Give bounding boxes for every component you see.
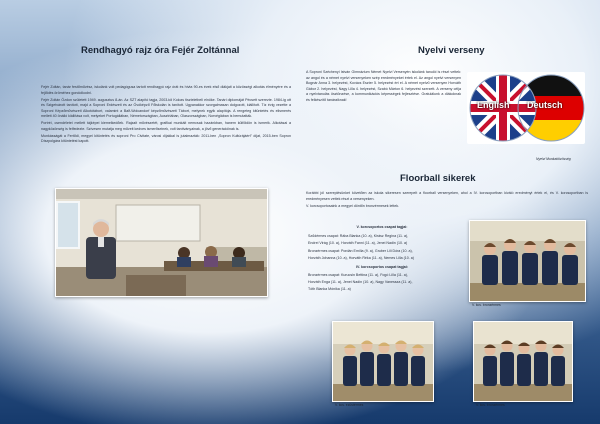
floorball-team-lists	[308, 225, 456, 294]
art-paragraph: Portréi, csendéletei mellett tájképei kiemelkedőek. Rajzait művészetét, grafikai munkáit nemcsak hazánkban, hanem külföldön is ismerik. Alkotásai a nagyközönség is felfedezte. Szívesen mutatja meg műveit kedves ismerőseinek, volt tanítványainak, a jövő generációinak is.	[41, 121, 291, 131]
floorball-photo-team-2	[332, 321, 434, 402]
team-line: Horváth Johanna (10. a), Horváth Réka (11. a), Nemes Lilla (10. a)	[308, 256, 414, 260]
floorball-caption-3: V. kcs. bronzérmes	[476, 403, 505, 407]
team-line: Horváth Enga (11. a), Jenei Nadin (10. a), Nagy Vanessza (11. a),	[308, 280, 413, 284]
floorball-intro	[306, 191, 588, 211]
team-line: Bronzérmes csapat: Kurucsin Bettina (11. a), Fogó Lilla (11. a),	[308, 273, 408, 277]
team-line: Szűdérmes csapat: Rába Blanka (10. a), Kirász Regina (11. a),	[308, 233, 409, 238]
language-flags-image	[467, 72, 585, 144]
floorball-intro-paragraph: Korábbi jól szereplésünket követően az iskola sikeresen szerepelt a floorball versenyeken, ahol a IV. korcsoportban kiváló eredményt értek el, és V. korcsoportban is eredményesen vettek részt a versenyeken.	[306, 191, 588, 201]
floorball-title: Floorball sikerek	[400, 173, 476, 184]
floorball-photo-team-3	[473, 321, 573, 402]
art-class-photo	[55, 188, 268, 297]
art-class-article	[41, 85, 291, 146]
language-photo-caption: Nyelvi Munkaközösség	[536, 157, 571, 161]
art-paragraph: Fejér Zoltán, tanár festőművész, iskolánk volt pedagógusa tartott rendhagyó rajz órát és hívta 90-es évek első diákjait a közösségi alkotás élményére és a fejlődés öröméhez gondolkodni.	[41, 85, 291, 95]
deutsch-label: Deutsch	[527, 100, 563, 110]
team-line: Endrei Virág (10. a), Horváth Fanni (11. a), Jenei Nadin (10. a)	[308, 240, 408, 245]
language-paragraph: A Soproni Széchenyi István Gimnázium Német Nyelvi Versenyén iskolánk tanulói is részt vettek: az angol és a német nyelvi versenyeken szép eredményeket értek el. Az angol nyelvi versenyen Bognár Anna 3. helyezést, Kovács Eszter 5. helyezést ért el. A német nyelvű versenyen Horváth Gábor 2. helyezést, Nagy Lilla 4. helyezést, Szabó Márton 6. helyezést szerzett. A verseny célja a nyelvtanulás ösztönzése, a kommunikációs képességek fejlesztése. Gratulálunk a diákoknak és felkészítő tanáraiknak!	[306, 70, 461, 102]
floorball-photo-team-1	[469, 220, 586, 302]
art-class-title: Rendhagyó rajz óra Fejér Zoltánnal	[81, 45, 240, 56]
art-paragraph: Munkásságát a Fertődi, megyei kitüntetés és soproni Pro Civitate, városi díjakkal is jutalmazták: 2011-ben „Sopron Kultúrájáért” díjat, 2015-ben Sopron Díszpolgára kitüntetést kapott.	[41, 133, 291, 143]
floorball-intro-result: V. korcsoportosaink a megyei döntőn bronzérmesek lettek.	[306, 203, 400, 208]
english-label: English	[477, 100, 510, 110]
language-contest-text	[306, 70, 461, 105]
team-group-heading: IV. korcsoportos csapat tagjai:	[356, 264, 408, 269]
floorball-caption-2: V. kcs. ezüstérmes	[335, 403, 364, 407]
team-group-heading: V. korcsoportos csapat tagjai:	[356, 225, 408, 229]
team-line: Tóth Blanka Mónika (11. a)	[308, 287, 351, 291]
classroom-scene	[56, 189, 267, 296]
art-paragraph: Fejér Zoltán Ózdon született 1949. augusztus 8-án. Az SZT alapító tagja, 2003-tól Kolozs tiszteletbeli elnöke. Tanári diplomáját Pécsett szerezte. 1984-ig ott és Szigetvárott tanított, majd a Soproni Erdészeti és az Óvóképző Főiskolán is tanított. Ugyanakkor szorgalmasan dolgozott, kiállított. Tíz évig vezette a Soproni Képzőművészeti Alkotótábort, valamint a Balf-Wolcandorf képzőművészeti Tábort, melynek egyik alapítója. A rengeteg kitüntetés és elismerés mellett 40 önálló kiállítása volt, melyeket Portugáliában, Németországban, Ausztriában, Olaszországban, Norvégiában is bemutatták.	[41, 97, 291, 118]
floorball-caption-1: V. kcs. bronzérmes	[472, 303, 501, 307]
team-line: Bronzérmes csapat: Pordán Emília (9. a), Gruber Lili Dóra (10. a),	[308, 249, 413, 253]
language-contest-title: Nyelvi verseny	[418, 45, 485, 56]
